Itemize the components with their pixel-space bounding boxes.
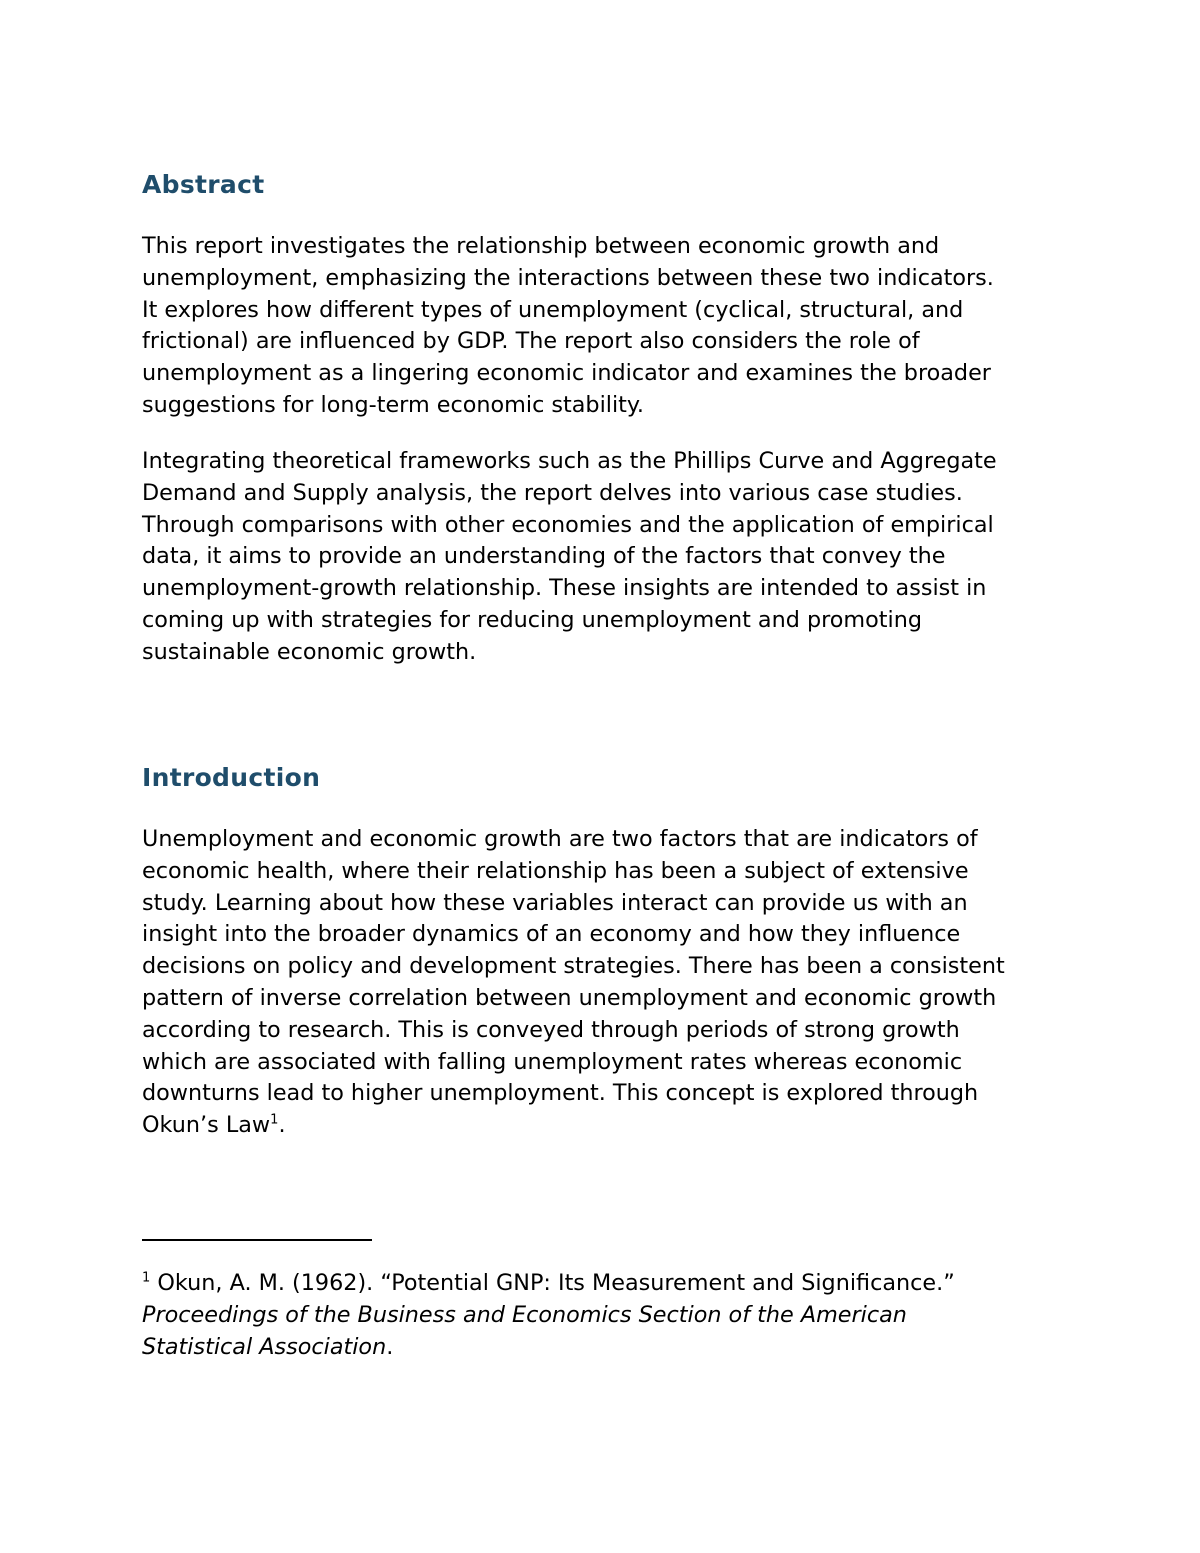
- text-line: It explores how different types of unemployment (cyclical, structural, and: [142, 296, 964, 323]
- text-line: Demand and Supply analysis, the report delves into various case studies.: [142, 479, 963, 506]
- abstract-section: [142, 169, 1072, 201]
- footnote-reference[interactable]: 1: [270, 1112, 279, 1128]
- footnote-separator: [142, 1239, 372, 1241]
- footnote-mark: 1: [142, 1270, 151, 1286]
- text-line: data, it aims to provide an understanding of the factors that convey the: [142, 543, 946, 570]
- okuns-law-text: Okun’s Law: [142, 1112, 271, 1139]
- text-line: economic health, where their relationship has been a subject of extensive: [142, 857, 969, 884]
- text-line: sustainable economic growth.: [142, 638, 477, 665]
- text-line: pattern of inverse correlation between unemployment and economic growth: [142, 984, 997, 1011]
- text-line: suggestions for long-term economic stability.: [142, 391, 645, 418]
- text-line: unemployment-growth relationship. These insights are intended to assist in: [142, 575, 987, 602]
- footnote-end: .: [386, 1333, 394, 1360]
- introduction-heading: Introduction: [142, 763, 321, 792]
- footnote-line-3: [142, 1332, 1072, 1364]
- abstract-paragraph-1: [142, 231, 1072, 422]
- text-line-last: [142, 1110, 1072, 1142]
- abstract-paragraph-2: [142, 446, 1072, 669]
- text-line: unemployment as a lingering economic indicator and examines the broader: [142, 360, 991, 387]
- footnote-source: Statistical Association: [142, 1333, 387, 1360]
- text-line: unemployment, emphasizing the interactions between these two indicators.: [142, 264, 994, 291]
- text-line: Unemployment and economic growth are two factors that are indicators of: [142, 826, 978, 852]
- text-line: decisions on policy and development strategies. There has been a consistent: [142, 953, 1005, 980]
- sentence-end: .: [278, 1112, 286, 1139]
- footnote-line-2: Proceedings of the Business and Economics Section of the American: [142, 1301, 907, 1328]
- text-line: downturns lead to higher unemployment. This concept is explored through: [142, 1080, 979, 1107]
- text-line: study. Learning about how these variables interact can provide us with an: [142, 889, 968, 916]
- footnote-citation: Okun, A. M. (1962). “Potential GNP: Its Measurement and Significance.”: [157, 1270, 955, 1296]
- abstract-heading: Abstract: [142, 170, 265, 199]
- text-line: according to research. This is conveyed through periods of strong growth: [142, 1016, 960, 1043]
- footnote: [142, 1268, 1072, 1363]
- text-line: Integrating theoretical frameworks such as the Phillips Curve and Aggregate: [142, 448, 997, 474]
- introduction-paragraph: [142, 824, 1072, 1142]
- text-line: insight into the broader dynamics of an economy and how they influence: [142, 921, 961, 948]
- text-line: This report investigates the relationship between economic growth and: [142, 233, 940, 259]
- text-line: coming up with strategies for reducing unemployment and promoting: [142, 606, 922, 633]
- text-line: frictional) are influenced by GDP. The report also considers the role of: [142, 328, 920, 355]
- text-line: which are associated with falling unemployment rates whereas economic: [142, 1048, 963, 1075]
- text-line: Through comparisons with other economies and the application of empirical: [142, 511, 994, 538]
- introduction-section: [142, 762, 1072, 794]
- footnote-line-1: [142, 1268, 1072, 1300]
